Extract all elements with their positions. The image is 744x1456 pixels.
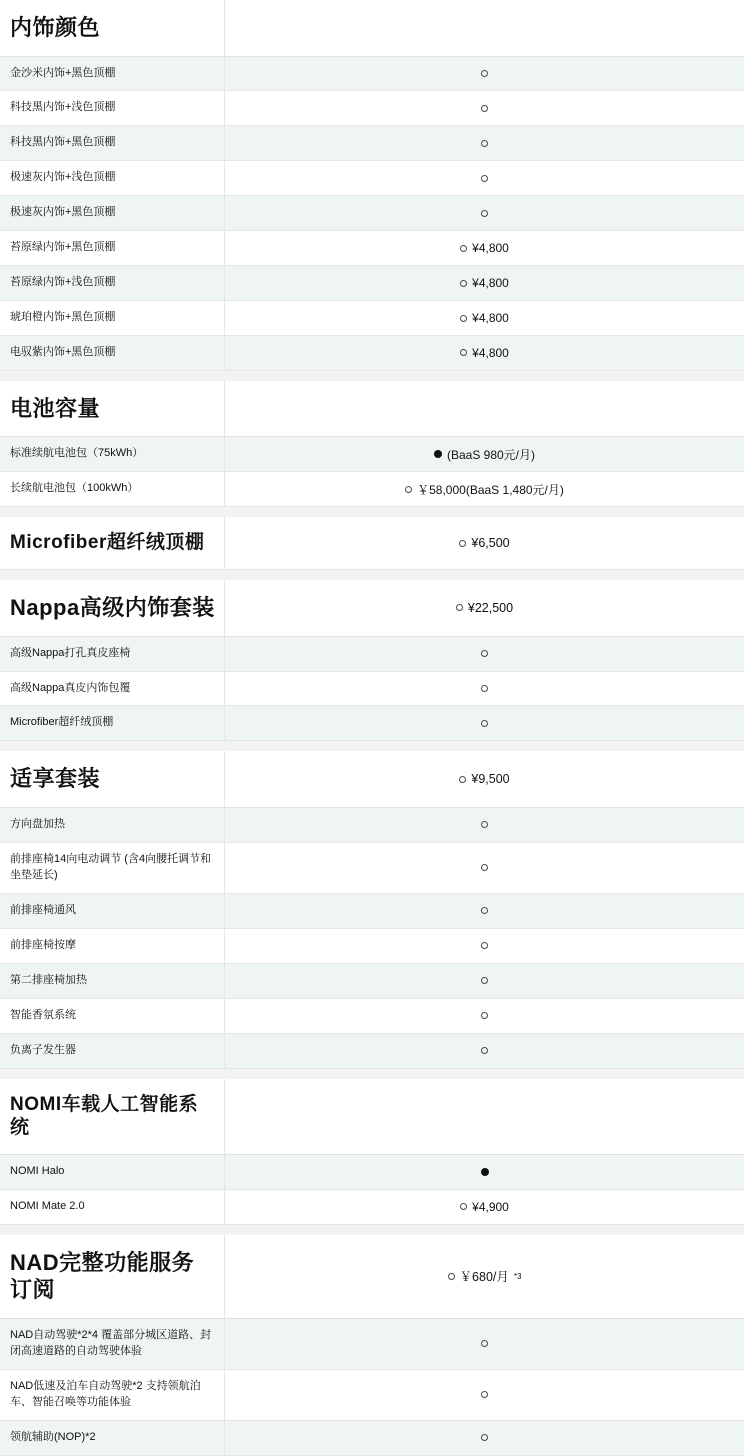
section-divider <box>0 507 744 517</box>
row-label: 金沙米内饰+黑色顶棚 <box>0 57 224 91</box>
section-header-value <box>224 1079 744 1155</box>
row-value <box>224 196 744 230</box>
row-label: NAD低速及泊车自动驾驶*2 支持领航泊车、智能召唤等功能体验 <box>0 1370 224 1420</box>
row-label: 苔原绿内饰+黑色顶棚 <box>0 231 224 265</box>
row-value <box>224 472 744 506</box>
row-label: 标准续航电池包（75kWh） <box>0 437 224 471</box>
table-row <box>0 437 744 472</box>
section-interior-color <box>0 0 744 371</box>
option-circle-icon <box>481 977 488 984</box>
option-circle-icon <box>481 685 488 692</box>
table-row <box>0 126 744 161</box>
table-row <box>0 1155 744 1190</box>
table-row <box>0 472 744 507</box>
section-header-value <box>224 517 744 569</box>
option-circle-icon <box>481 720 488 727</box>
row-value <box>224 336 744 370</box>
table-row <box>0 231 744 266</box>
row-value <box>224 672 744 706</box>
section-header <box>0 0 744 57</box>
table-row <box>0 894 744 929</box>
row-label: 琥珀橙内饰+黑色顶棚 <box>0 301 224 335</box>
row-value <box>224 964 744 998</box>
table-row <box>0 843 744 894</box>
row-label: 极速灰内饰+黑色顶棚 <box>0 196 224 230</box>
row-label: 智能香氛系统 <box>0 999 224 1033</box>
section-nomi <box>0 1079 744 1225</box>
row-label: 第二排座椅加热 <box>0 964 224 998</box>
row-value <box>224 1319 744 1369</box>
option-circle-icon <box>481 140 488 147</box>
option-circle-icon <box>460 349 467 356</box>
price-text: ￥58,000(BaaS 1,480元/月) <box>417 482 564 497</box>
section-title: 电池容量 <box>0 381 224 437</box>
price-text: ¥4,800 <box>472 311 509 326</box>
section-header <box>0 1079 744 1156</box>
section-header <box>0 517 744 570</box>
table-row <box>0 637 744 672</box>
row-value <box>224 231 744 265</box>
option-circle-icon <box>481 105 488 112</box>
option-circle-icon <box>459 776 466 783</box>
table-row <box>0 1190 744 1225</box>
option-circle-icon <box>481 1340 488 1347</box>
section-header-value <box>224 0 744 56</box>
row-label: NAD自动驾驶*2*4 覆盖部分城区道路、封闭高速道路的自动驾驶体验 <box>0 1319 224 1369</box>
table-row <box>0 266 744 301</box>
table-row <box>0 964 744 999</box>
section-title: 适享套装 <box>0 751 224 807</box>
option-circle-icon <box>481 907 488 914</box>
table-row <box>0 1421 744 1456</box>
price-text: ¥9,500 <box>471 772 510 787</box>
row-value <box>224 808 744 842</box>
row-label: 电驭紫内饰+黑色顶棚 <box>0 336 224 370</box>
section-divider <box>0 741 744 751</box>
price-text: ￥680/月 <box>459 1270 509 1285</box>
row-value <box>224 843 744 893</box>
price-text: ¥4,900 <box>472 1199 509 1214</box>
table-row <box>0 999 744 1034</box>
price-text: (BaaS 980元/月) <box>446 447 536 462</box>
option-circle-icon <box>481 650 488 657</box>
table-row <box>0 1370 744 1421</box>
option-circle-icon <box>481 1391 488 1398</box>
section-header <box>0 1235 744 1319</box>
row-value <box>224 301 744 335</box>
table-row <box>0 161 744 196</box>
row-label: 苔原绿内饰+浅色顶棚 <box>0 266 224 300</box>
option-circle-icon <box>481 821 488 828</box>
option-circle-icon <box>481 1434 488 1441</box>
row-value <box>224 894 744 928</box>
price-text: ¥4,800 <box>472 276 509 291</box>
row-value <box>224 91 744 125</box>
row-label: 方向盘加热 <box>0 808 224 842</box>
row-label: 前排座椅通风 <box>0 894 224 928</box>
row-label: 领航辅助(NOP)*2 <box>0 1421 224 1455</box>
table-row <box>0 672 744 707</box>
section-title: 内饰颜色 <box>0 0 224 56</box>
option-circle-icon <box>459 540 466 547</box>
section-nappa-package <box>0 580 744 741</box>
standard-dot-icon <box>434 450 442 458</box>
price-text: ¥6,500 <box>471 536 510 551</box>
option-circle-icon <box>456 604 463 611</box>
section-header <box>0 381 744 438</box>
row-value <box>224 637 744 671</box>
section-title: Nappa高级内饰套装 <box>0 580 224 636</box>
row-label: 前排座椅按摩 <box>0 929 224 963</box>
row-value <box>224 929 744 963</box>
section-title: NOMI车载人工智能系统 <box>0 1079 224 1155</box>
option-circle-icon <box>481 175 488 182</box>
section-divider <box>0 371 744 381</box>
option-circle-icon <box>448 1273 455 1280</box>
table-row <box>0 57 744 92</box>
footnote-marker: *3 <box>513 1271 522 1281</box>
row-value <box>224 1155 744 1189</box>
section-title: Microfiber超纤绒顶棚 <box>0 517 224 569</box>
section-header-value <box>224 751 744 807</box>
section-microfiber-headliner <box>0 517 744 570</box>
option-circle-icon <box>481 70 488 77</box>
row-label: 负离子发生器 <box>0 1034 224 1068</box>
row-label: 科技黑内饰+浅色顶棚 <box>0 91 224 125</box>
option-circle-icon <box>481 1012 488 1019</box>
section-header-value <box>224 580 744 636</box>
option-circle-icon <box>460 280 467 287</box>
row-label: 长续航电池包（100kWh） <box>0 472 224 506</box>
table-row <box>0 706 744 741</box>
table-row <box>0 929 744 964</box>
section-divider <box>0 570 744 580</box>
row-value <box>224 437 744 471</box>
row-label: 高级Nappa打孔真皮座椅 <box>0 637 224 671</box>
row-value <box>224 706 744 740</box>
table-row <box>0 91 744 126</box>
price-text: ¥4,800 <box>472 345 509 360</box>
standard-dot-icon <box>481 1168 489 1176</box>
section-comfort-package <box>0 751 744 1068</box>
section-title: NAD完整功能服务订阅 <box>0 1235 224 1318</box>
table-row <box>0 301 744 336</box>
row-label: NOMI Mate 2.0 <box>0 1190 224 1224</box>
row-value <box>224 1370 744 1420</box>
row-value <box>224 1190 744 1224</box>
row-value <box>224 999 744 1033</box>
option-circle-icon <box>481 942 488 949</box>
row-value <box>224 1034 744 1068</box>
table-row <box>0 196 744 231</box>
row-label: Microfiber超纤绒顶棚 <box>0 706 224 740</box>
row-label: 极速灰内饰+浅色顶棚 <box>0 161 224 195</box>
option-circle-icon <box>405 486 412 493</box>
table-row <box>0 808 744 843</box>
price-text: ¥22,500 <box>467 600 514 615</box>
table-row <box>0 1319 744 1370</box>
row-label: 前排座椅14向电动调节 (含4向腰托调节和坐垫延长) <box>0 843 224 893</box>
row-value <box>224 126 744 160</box>
row-value <box>224 161 744 195</box>
option-circle-icon <box>481 864 488 871</box>
row-label: 高级Nappa真皮内饰包覆 <box>0 672 224 706</box>
row-value <box>224 1421 744 1455</box>
option-circle-icon <box>460 315 467 322</box>
section-divider <box>0 1069 744 1079</box>
section-battery-capacity <box>0 381 744 507</box>
table-row <box>0 1034 744 1069</box>
table-row <box>0 336 744 371</box>
section-header-value <box>224 1235 744 1318</box>
option-circle-icon <box>460 1203 467 1210</box>
section-divider <box>0 1225 744 1235</box>
option-circle-icon <box>481 210 488 217</box>
section-header-value <box>224 381 744 437</box>
price-text: ¥4,800 <box>472 241 509 256</box>
row-value <box>224 266 744 300</box>
section-nad <box>0 1235 744 1456</box>
option-circle-icon <box>481 1047 488 1054</box>
section-header <box>0 580 744 637</box>
section-header <box>0 751 744 808</box>
row-value <box>224 57 744 91</box>
option-circle-icon <box>460 245 467 252</box>
row-label: 科技黑内饰+黑色顶棚 <box>0 126 224 160</box>
row-label: NOMI Halo <box>0 1155 224 1189</box>
